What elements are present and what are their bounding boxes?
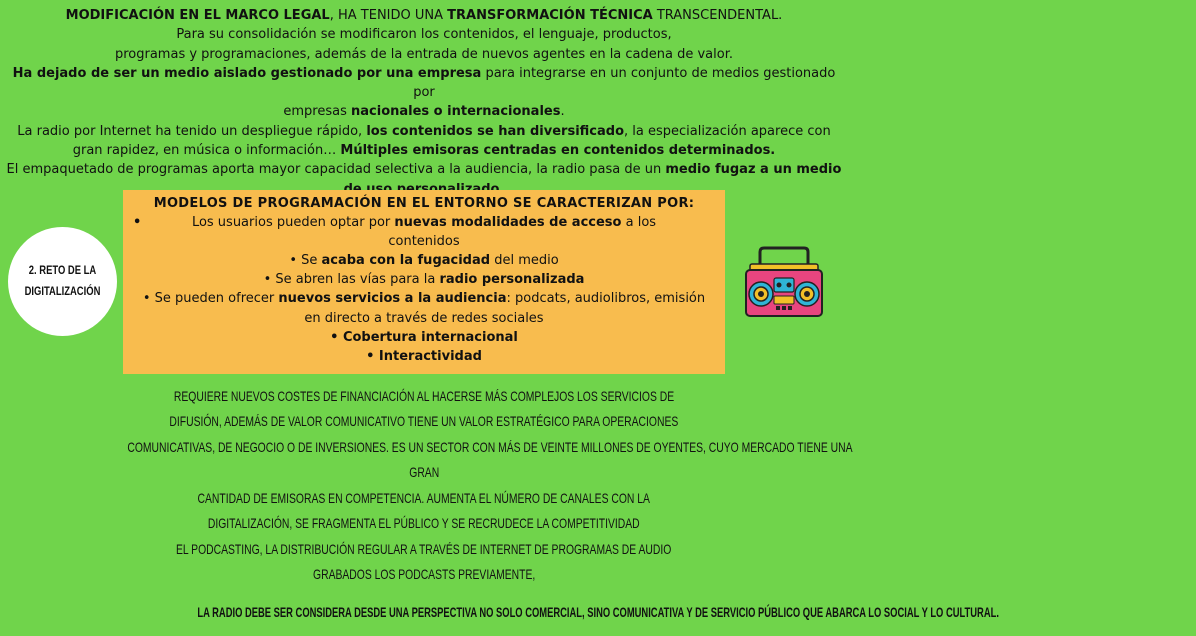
technical-transformation-bold: TRANSFORMACIÓN TÉCNICA — [447, 8, 653, 23]
intro-line-4 — [6, 64, 842, 103]
box-item-access — [133, 213, 715, 251]
circle-label-line-1: 2. RETO DE LA — [28, 264, 97, 277]
interactivity-bold: • Interactividad — [366, 348, 482, 364]
box-item-fugacity — [133, 251, 715, 270]
text-span: DIGITALIZACIÓN, SE FRAGMENTA EL PÚBLICO Y SE RECRUDECE LA COMPETITIVIDAD — [208, 515, 640, 531]
text-span: . — [560, 104, 565, 120]
box-item-interactivity — [133, 347, 715, 366]
intro-line-7 — [6, 141, 842, 160]
box-item-coverage — [133, 328, 715, 347]
intro-line-2: Para su consolidación se modificaron los contenidos, el lenguaje, productos, — [176, 27, 672, 43]
fugacity-bold: acaba con la fugacidad — [321, 253, 491, 269]
text-span: • Se — [289, 253, 322, 269]
boombox-icon — [742, 240, 826, 324]
international-coverage-bold: • Cobertura internacional — [330, 329, 518, 345]
box-item-personalized — [133, 270, 715, 289]
multiple-stations-bold: Múltiples emisoras centradas en contenidos determinados. — [340, 143, 776, 159]
body-line-3 — [0, 439, 853, 455]
text-span: TRANSCENDENTAL. — [652, 8, 783, 23]
intro-line-3: programas y programaciones, además de la entrada de nuevos agentes en la cadena de valor. — [114, 46, 733, 62]
text-span: Los usuarios pueden optar por — [191, 215, 395, 231]
digitalization-circle — [8, 227, 117, 336]
text-span: LA RADIO DEBE SER CONSIDERA DESDE UNA PERSPECTIVA NO SOLO COMERCIAL, SINO COMUNICATIVA Y DE SERVICIO PÚBLICO QUE ABARCA LO SOCIAL Y LO CULTURAL. — [197, 604, 999, 620]
new-services-bold: nuevos servicios a la audiencia — [278, 291, 507, 307]
body-line-4 — [0, 464, 848, 480]
intro-line-5 — [6, 102, 842, 121]
intro-line-1 — [6, 6, 842, 25]
body-line-8 — [0, 566, 848, 582]
text-span: a los contenidos — [388, 215, 657, 250]
box-title: MODELOS DE PROGRAMACIÓN EN EL ENTORNO SE CARACTERIZAN POR: — [153, 196, 695, 211]
text-span: GRABADOS LOS PODCASTS PREVIAMENTE, — [312, 566, 536, 582]
text-span: REQUIERE NUEVOS COSTES DE FINANCIACIÓN AL HACERSE MÁS COMPLEJOS LOS SERVICIOS DE — [173, 388, 675, 404]
circle-label — [18, 261, 107, 303]
text-span: gran rapidez, en música o información… — [72, 143, 341, 159]
box-item-services — [133, 289, 715, 327]
intro-line-6 — [6, 122, 842, 141]
conclusion-line — [0, 604, 999, 620]
body-line-5 — [0, 490, 848, 506]
programming-models-box — [123, 190, 725, 374]
bullet-icon: • — [133, 215, 142, 231]
circle-label-line-2: DIGITALIZACIÓN — [24, 285, 101, 298]
fleeting-medium-bold: medio fugaz a un medio — [665, 162, 842, 178]
diversified-bold: los contenidos se han diversificado — [366, 123, 625, 139]
text-span: DIFUSIÓN, ADEMÁS DE VALOR COMUNICATIVO TIENE UN VALOR ESTRATÉGICO PARA OPERACIONES — [169, 413, 679, 429]
access-modes-bold: nuevas modalidades de acceso — [394, 215, 622, 231]
national-international-bold: nacionales o internacionales — [351, 104, 561, 120]
body-line-1 — [0, 388, 848, 404]
intro-paragraph — [6, 6, 842, 199]
text-span: GRAN — [409, 464, 439, 480]
text-span: para integrarse en un conjunto de medios gestionado por — [413, 65, 836, 101]
text-span: • Se abren las vías para la — [263, 272, 440, 288]
text-span: , HA TENIDO UNA — [329, 8, 448, 23]
text-span: , la especialización aparece con — [624, 123, 831, 139]
isolated-medium-bold: Ha dejado de ser un medio aislado gestionado por una empresa — [12, 65, 482, 81]
text-span: COMUNICATIVAS, DE NEGOCIO O DE INVERSIONES. ES UN SECTOR CON MÁS DE VEINTE MILLONES DE OYENTES, CUYO MERCADO TIENE UNA — [127, 439, 853, 455]
text-span: CANTIDAD DE EMISORAS EN COMPETENCIA. AUMENTA EL NÚMERO DE CANALES CON LA — [197, 490, 651, 506]
body-line-2 — [0, 413, 848, 429]
text-span: La radio por Internet ha tenido un despliegue rápido, — [17, 123, 367, 139]
text-span: empresas — [283, 104, 351, 120]
text-span: • Se pueden ofrecer — [142, 291, 279, 307]
intro-line-8 — [6, 160, 842, 179]
legal-framework-bold: MODIFICACIÓN EN EL MARCO LEGAL — [65, 8, 330, 23]
text-span: El empaquetado de programas aporta mayor capacidad selectiva a la audiencia, la radio pasa de un — [6, 162, 666, 178]
personalized-radio-bold: radio personalizada — [439, 272, 585, 288]
body-line-7 — [0, 541, 848, 557]
body-line-6 — [0, 515, 848, 531]
text-span: del medio — [490, 253, 559, 269]
text-span: : podcats, audiolibros, emisión en directo a través de redes sociales — [304, 291, 706, 326]
text-span: EL PODCASTING, LA DISTRIBUCIÓN REGULAR A TRAVÉS DE INTERNET DE PROGRAMAS DE AUDIO — [176, 541, 672, 557]
